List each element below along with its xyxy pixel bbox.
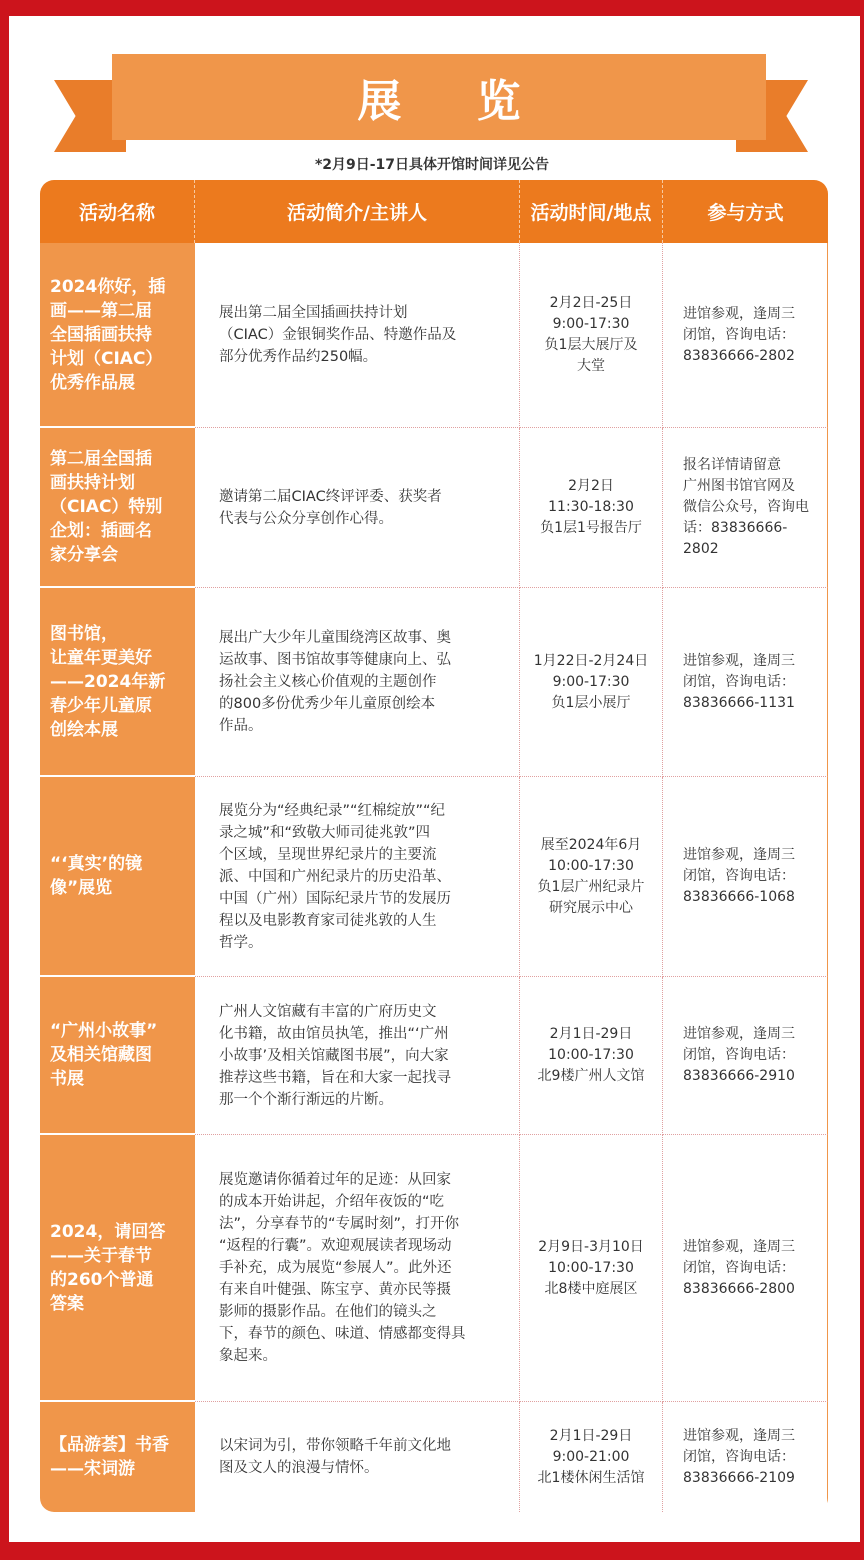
activity-time-location: 2月9日-3月10日 10:00-17:30 北8楼中庭展区 bbox=[520, 1135, 663, 1402]
activity-time-location: 2月1日-29日 10:00-17:30 北9楼广州人文馆 bbox=[520, 977, 663, 1135]
participation-method: 进馆参观，逢周三 闭馆，咨询电话： 83836666-1068 bbox=[663, 777, 828, 977]
activity-name: “广州小故事” 及相关馆藏图 书展 bbox=[40, 977, 195, 1135]
exhibition-table bbox=[40, 180, 828, 1512]
activity-description: 展出广大少年儿童围绕湾区故事、奥 运故事、图书馆故事等健康向上、弘 扬社会主义核心价值观的主题创作 的800多份优秀少年儿童原创绘本 作品。 bbox=[195, 588, 520, 777]
activity-time-location: 2月2日-25日 9:00-17:30 负1层大展厅及 大堂 bbox=[520, 243, 663, 428]
frame-right bbox=[860, 0, 864, 1560]
activity-name: 【品游荟】书香 ——宋词游 bbox=[40, 1402, 195, 1512]
header-name: 活动名称 bbox=[40, 180, 195, 243]
activity-description: 邀请第二届CIAC终评评委、获奖者 代表与公众分享创作心得。 bbox=[195, 428, 520, 588]
participation-method: 进馆参观，逢周三 闭馆，咨询电话： 83836666-2109 bbox=[663, 1402, 828, 1512]
activity-description: 展览分为“经典纪录”“红棉绽放”“纪 录之城”和“致敬大师司徒兆敦”四 个区域，呈现世界纪录片的主要流 派、中国和广州纪录片的历史沿革、 中国（广州）国际纪录片节的发展历 程以及电影教育家司徒兆敦的人生 哲学。 bbox=[195, 777, 520, 977]
table-row bbox=[40, 977, 828, 1135]
header-join: 参与方式 bbox=[663, 180, 828, 243]
participation-method: 进馆参观，逢周三 闭馆，咨询电话： 83836666-2802 bbox=[663, 243, 828, 428]
participation-method: 进馆参观，逢周三 闭馆，咨询电话： 83836666-1131 bbox=[663, 588, 828, 777]
activity-name: 2024你好，插 画——第二届 全国插画扶持 计划（CIAC） 优秀作品展 bbox=[40, 243, 195, 428]
participation-method: 报名详情请留意 广州图书馆官网及 微信公众号，咨询电 话：83836666-2802 bbox=[663, 428, 828, 588]
activity-name: 第二届全国插 画扶持计划 （CIAC）特别 企划：插画名 家分享会 bbox=[40, 428, 195, 588]
activity-time-location: 展至2024年6月 10:00-17:30 负1层广州纪录片 研究展示中心 bbox=[520, 777, 663, 977]
header-desc: 活动简介/主讲人 bbox=[195, 180, 520, 243]
table-row bbox=[40, 588, 828, 777]
activity-time-location: 2月2日 11:30-18:30 负1层1号报告厅 bbox=[520, 428, 663, 588]
table-row bbox=[40, 777, 828, 977]
table-header bbox=[40, 180, 828, 243]
header-time: 活动时间/地点 bbox=[520, 180, 663, 243]
activity-description: 广州人文馆藏有丰富的广府历史文 化书籍，故由馆员执笔，推出“‘广州 小故事’及相关馆藏图书展”，向大家 推荐这些书籍，旨在和大家一起找寻 那一个个渐行渐远的片断。 bbox=[195, 977, 520, 1135]
activity-name: 2024，请回答 ——关于春节 的260个普通 答案 bbox=[40, 1135, 195, 1402]
participation-method: 进馆参观，逢周三 闭馆，咨询电话： 83836666-2800 bbox=[663, 1135, 828, 1402]
activity-description: 展出第二届全国插画扶持计划 （CIAC）金银铜奖作品、特邀作品及 部分优秀作品约250幅。 bbox=[195, 243, 520, 428]
table-row bbox=[40, 243, 828, 428]
table-row bbox=[40, 1402, 828, 1512]
opening-note: *2月9日-17日具体开馆时间详见公告 bbox=[314, 157, 550, 173]
activity-name: “‘真实’的镜 像”展览 bbox=[40, 777, 195, 977]
page-title: 展 览 bbox=[357, 76, 551, 127]
activity-time-location: 2月1日-29日 9:00-21:00 北1楼休闲生活馆 bbox=[520, 1402, 663, 1512]
activity-description: 以宋词为引，带你领略千年前文化地 图及文人的浪漫与情怀。 bbox=[195, 1402, 520, 1512]
frame-top bbox=[0, 0, 864, 16]
activity-name: 图书馆， 让童年更美好 ——2024年新 春少年儿童原 创绘本展 bbox=[40, 588, 195, 777]
title-banner bbox=[112, 54, 766, 140]
activity-description: 展览邀请你循着过年的足迹：从回家 的成本开始讲起，介绍年夜饭的“吃 法”，分享春节的“专属时刻”，打开你 “返程的行囊”。欢迎观展读者现场动 手补充，成为展览“参展人”。此外还 有来自叶健强、陈宝亨、黄亦民等摄 影师的摄影作品。在他们的镜头之 下，春节的颜色、味道、情感都变得具 象起来。 bbox=[195, 1135, 520, 1402]
frame-bottom bbox=[0, 1542, 864, 1560]
table-row bbox=[40, 1135, 828, 1402]
participation-method: 进馆参观，逢周三 闭馆，咨询电话： 83836666-2910 bbox=[663, 977, 828, 1135]
table-row bbox=[40, 428, 828, 588]
frame-left bbox=[0, 0, 9, 1560]
activity-time-location: 1月22日-2月24日 9:00-17:30 负1层小展厅 bbox=[520, 588, 663, 777]
